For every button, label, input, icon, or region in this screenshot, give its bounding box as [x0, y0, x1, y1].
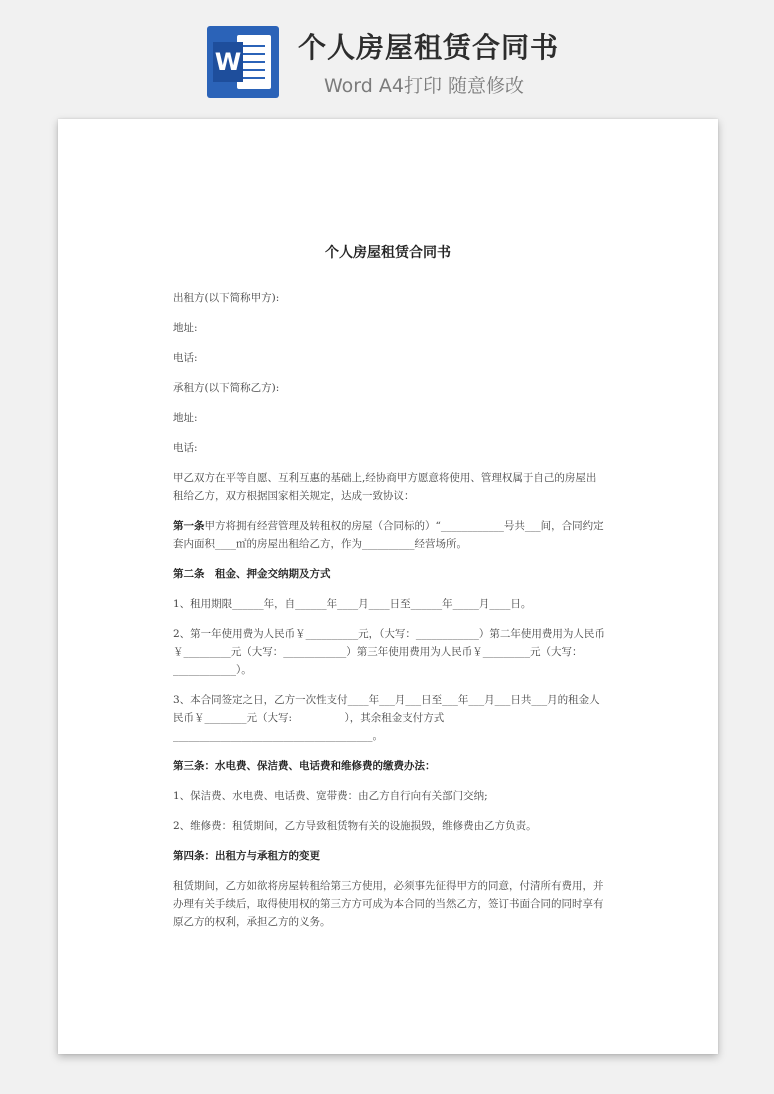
lessee-label: 承租方(以下简称乙方): — [173, 382, 280, 394]
article-2-item-1: 1、租用期限______年，自______年____月____日至______年_____月____日。 — [173, 598, 532, 610]
lessor-label: 出租方(以下简称甲方): — [173, 292, 280, 304]
word-document-icon — [207, 26, 279, 98]
banner-title: 个人房屋租赁合同书 — [298, 31, 560, 64]
article-2-item-3: 3、本合同签定之日，乙方一次性支付____年___月___日至___年___月___日共___月的租金人民币￥________元（大写: ），其余租金支付方式______________________________________。 — [173, 694, 600, 742]
article-4-body: 租赁期间，乙方如欲将房屋转租给第三方使用，必须事先征得甲方的同意，付清所有费用，并办理有关手续后，取得使用权的第三方方可成为本合同的当然乙方，签订书面合同的同时享有原乙方的权利，承担乙方的义务。 — [173, 880, 604, 928]
document-title: 个人房屋租赁合同书 — [325, 245, 451, 261]
document-page — [58, 119, 718, 1054]
lessor-phone: 电话: — [173, 352, 198, 364]
article-3-heading: 第三条：水电费、保洁费、电话费和维修费的缴费办法： — [173, 760, 436, 772]
document-body — [173, 289, 605, 931]
article-3-item-1: 1、保洁费、水电费、电话费、宽带费：由乙方自行向有关部门交纳; — [173, 790, 488, 802]
article-1 — [173, 517, 605, 553]
banner-subtitle: Word A4打印 随意修改 — [324, 75, 525, 97]
article-1-heading: 第一条 — [173, 520, 205, 532]
lessee-address: 地址: — [173, 412, 198, 424]
watermark — [91, 445, 127, 483]
lessee-phone: 电话: — [173, 442, 198, 454]
word-letter: W — [213, 42, 243, 82]
lessor-address: 地址: — [173, 322, 198, 334]
preamble: 甲乙双方在平等自愿、互利互惠的基础上,经协商甲方愿意将使用、管理权属于自己的房屋出租给乙方，双方根据国家相关规定，达成一致协议： — [173, 472, 597, 502]
article-2-item-2: 2、第一年使用费为人民币￥__________元，（大写：____________）第二年使用费用为人民币￥_________元（大写：____________）第三年使用费用为人民币￥_________元（大写：____________）。 — [173, 628, 605, 676]
header-banner — [0, 0, 774, 110]
article-1-body: 甲方将拥有经营管理及转租权的房屋（合同标的）“____________号共___间，合同约定套内面积____㎡的房屋出租给乙方，作为__________经营场所。 — [173, 520, 604, 550]
article-3-item-2: 2、维修费：租赁期间，乙方导致租赁物有关的设施损毁，维修费由乙方负责。 — [173, 820, 537, 832]
article-4-heading: 第四条：出租方与承租方的变更 — [173, 850, 320, 862]
article-2-heading: 第二条 租金、押金交纳期及方式 — [173, 568, 331, 580]
